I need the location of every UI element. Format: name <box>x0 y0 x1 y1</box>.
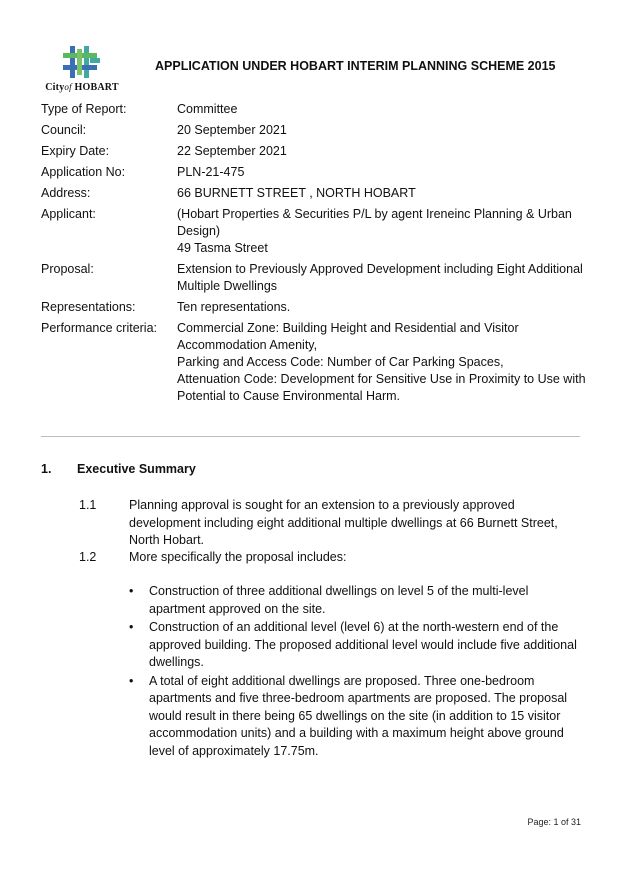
info-value: Ten representations. <box>177 300 291 314</box>
proposal-bullet-list <box>129 583 584 761</box>
info-label: Performance criteria: <box>41 321 158 335</box>
paragraph-text: More specifically the proposal includes: <box>129 550 347 564</box>
info-label: Representations: <box>41 300 136 314</box>
document-title: APPLICATION UNDER HOBART INTERIM PLANNING SCHEME 2015 <box>155 59 556 73</box>
paragraph-text: Planning approval is sought for an extension to a previously approved development including eight additional multiple dwellings at 66 Burnett Street, North Hobart. <box>129 498 558 547</box>
info-row-representations <box>41 299 586 316</box>
info-row-type <box>41 101 586 118</box>
paragraph-1-1 <box>79 497 584 550</box>
paragraph-number: 1.1 <box>79 498 97 512</box>
bullet-text: Construction of an additional level (level 6) at the north-western end of the approved building. The proposed additional level would include five additional dwellings. <box>149 620 577 669</box>
info-row-council <box>41 122 586 139</box>
section-heading <box>41 462 196 476</box>
applicant-street: 49 Tasma Street <box>177 241 268 255</box>
bullet-text: Construction of three additional dwellings on level 5 of the multi-level apartment approved on the site. <box>149 584 529 616</box>
info-value: 66 BURNETT STREET , NORTH HOBART <box>177 186 416 200</box>
info-label: Council: <box>41 123 87 137</box>
info-row-address <box>41 185 586 202</box>
info-value <box>177 206 586 257</box>
application-details-table <box>41 101 586 409</box>
paragraph-1-2 <box>79 549 584 567</box>
criteria-line: Parking and Access Code: Number of Car Parking Spaces, <box>177 355 504 369</box>
info-row-expiry <box>41 143 586 160</box>
list-item <box>129 673 584 761</box>
info-label: Type of Report: <box>41 102 127 116</box>
list-item <box>129 619 584 672</box>
info-value: 22 September 2021 <box>177 144 287 158</box>
info-label: Applicant: <box>41 207 96 221</box>
applicant-name: (Hobart Properties & Securities P/L by agent Ireneinc Planning & Urban Design) <box>177 207 572 238</box>
logo-wordmark: Cityof HOBART <box>45 82 119 93</box>
info-label: Application No: <box>41 165 126 179</box>
info-value: 20 September 2021 <box>177 123 287 137</box>
info-row-application-no <box>41 164 586 181</box>
section-divider <box>41 436 580 437</box>
info-value: PLN-21-475 <box>177 165 245 179</box>
criteria-line: Commercial Zone: Building Height and Residential and Visitor Accommodation Amenity, <box>177 321 519 352</box>
info-row-applicant <box>41 206 586 257</box>
info-value: Extension to Previously Approved Development including Eight Additional Multiple Dwellings <box>177 262 583 293</box>
info-label: Expiry Date: <box>41 144 110 158</box>
info-label: Address: <box>41 186 91 200</box>
page-number: Page: 1 of 31 <box>527 817 581 827</box>
section-number: 1. <box>41 462 52 476</box>
info-value: Committee <box>177 102 238 116</box>
section-title: Executive Summary <box>77 462 196 476</box>
bullet-icon: • <box>129 584 134 598</box>
info-row-performance-criteria <box>41 320 586 405</box>
list-item <box>129 583 584 618</box>
info-value <box>177 320 586 405</box>
paragraph-number: 1.2 <box>79 550 97 564</box>
city-of-hobart-logo <box>40 44 124 98</box>
criteria-line: Attenuation Code: Development for Sensitive Use in Proximity to Use with Potential to Cause Environmental Harm. <box>177 372 586 403</box>
info-label: Proposal: <box>41 262 94 276</box>
info-row-proposal <box>41 261 586 295</box>
bullet-text: A total of eight additional dwellings are proposed. Three one-bedroom apartments and five three-bedroom apartments are proposed. The proposal would result in there being 65 dwellings on the site (in addition to 15 visitor accommodation units) and a building with a maximum height above ground level of approximately 17.75m. <box>149 673 568 758</box>
bullet-icon: • <box>129 673 134 688</box>
bullet-icon: • <box>129 620 134 634</box>
hobart-crest-icon <box>62 44 102 80</box>
